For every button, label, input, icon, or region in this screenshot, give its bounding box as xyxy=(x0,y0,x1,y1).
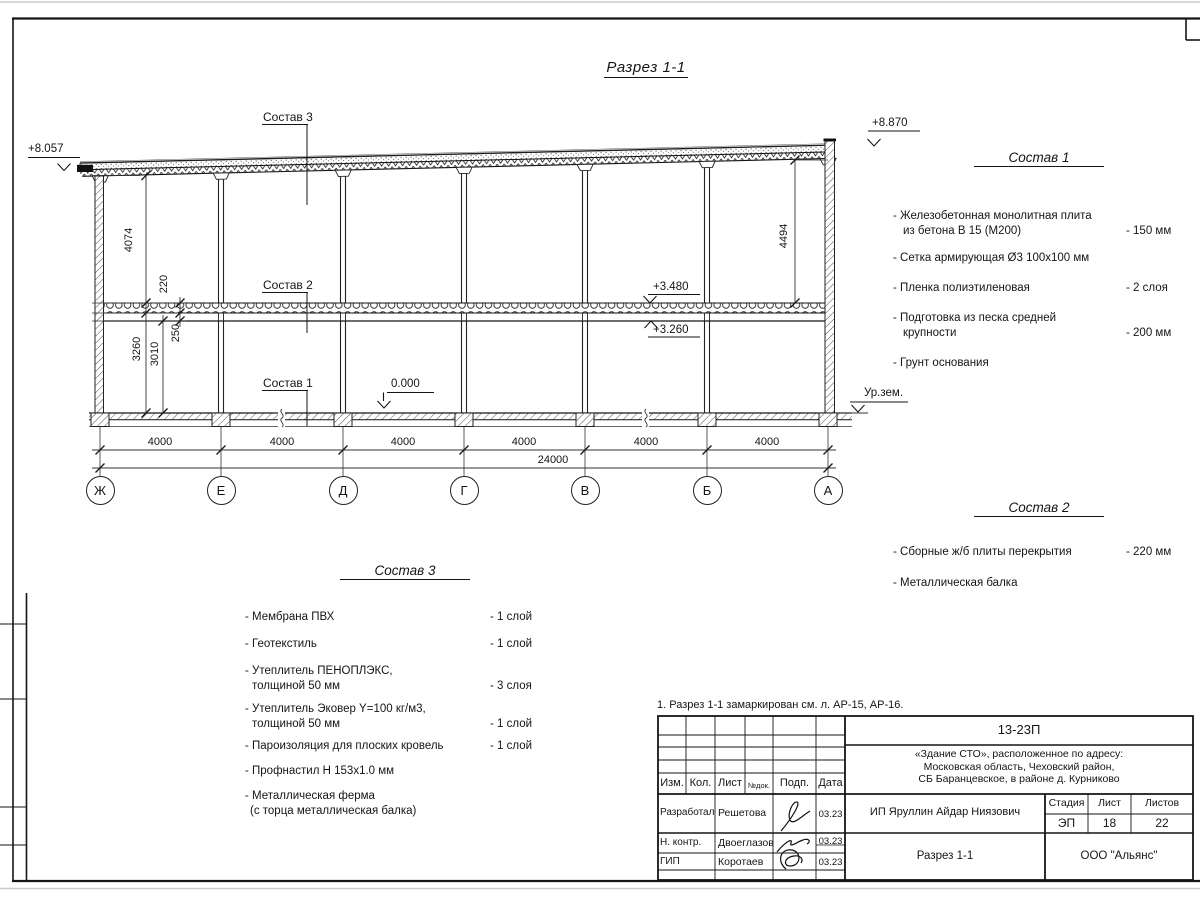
stage-value: ЭП xyxy=(1057,816,1076,830)
titleblock-company: ООО "Альянс" xyxy=(1080,850,1158,862)
col-header-data: Дата xyxy=(818,777,843,789)
dim-4494: 4494 xyxy=(778,223,790,249)
elevation-slab-top: +3.480 xyxy=(653,281,689,293)
axis-bubble-d: Д xyxy=(329,476,358,505)
dim-bay-2: 4000 xyxy=(269,436,295,448)
sostav1-item-value: - 200 мм xyxy=(1126,327,1172,339)
row-role: ГИП xyxy=(660,856,680,867)
sostav1-item: - Грунт основания xyxy=(893,357,989,369)
sostav1-item: крупности xyxy=(903,327,957,339)
sostav1-item: из бетона В 15 (М200) xyxy=(903,225,1022,237)
dim-total: 24000 xyxy=(537,454,569,466)
sostav3-title: Состав 3 xyxy=(340,563,470,580)
sostav3-item: - Металлическая ферма xyxy=(245,790,375,802)
titleblock-code: 13-23П xyxy=(997,722,1041,737)
sostav3-item: - Пароизоляция для плоских кровель xyxy=(245,740,444,752)
stage-label: Стадия xyxy=(1048,797,1085,809)
titleblock-client: ИП Яруллин Айдар Ниязович xyxy=(869,806,1021,818)
left-dims xyxy=(92,171,186,418)
sostav1-title: Состав 1 xyxy=(974,150,1104,167)
dim-bay-3: 4000 xyxy=(390,436,416,448)
dim-bay-4: 4000 xyxy=(511,436,537,448)
right-wall xyxy=(824,139,837,414)
titleblock-sheet-title: Разрез 1-1 xyxy=(916,850,974,862)
callout-sostav2: Состав 2 xyxy=(263,278,313,292)
sostav3-item: толщиной 50 мм xyxy=(252,718,341,730)
sostav3-item-value: - 1 слой xyxy=(490,638,533,650)
sostav2-title: Состав 2 xyxy=(974,500,1104,517)
left-wall xyxy=(95,176,104,413)
sostav1-item: - Подготовка из песка средней xyxy=(893,312,1057,324)
dim-3260: 3260 xyxy=(131,336,143,362)
axis-bubble-e: Е xyxy=(207,476,236,505)
axis-bubble-b: Б xyxy=(693,476,722,505)
dim-bay-6: 4000 xyxy=(754,436,780,448)
roof-left-cap xyxy=(77,165,93,172)
axis-bubble-g: Г xyxy=(450,476,479,505)
titleblock-project-line: «Здание СТО», расположенное по адресу: xyxy=(914,748,1124,760)
callout-sostav1: Состав 1 xyxy=(263,376,313,390)
col-header-list: Лист xyxy=(718,777,742,789)
sostav2-item-value: - 220 мм xyxy=(1126,546,1172,558)
bottom-dims xyxy=(92,427,836,476)
sostav3-item: - Профнастил Н 153x1.0 мм xyxy=(245,765,395,777)
columns-lower xyxy=(98,321,831,413)
floor-slab xyxy=(103,303,825,321)
sostav1-item: - Железобетонная монолитная плита xyxy=(893,210,1092,222)
sostav3-item: - Геотекстиль xyxy=(245,638,317,650)
sostav3-item-value: - 1 слой xyxy=(490,740,533,752)
titleblock-project-line: СБ Баранцевское, в районе д. Курниково xyxy=(918,773,1120,785)
dim-250: 250 xyxy=(170,323,182,343)
ground-floor xyxy=(89,409,868,428)
signatures xyxy=(777,802,810,869)
sostav3-item: - Мембрана ПВХ xyxy=(245,611,335,623)
elevation-floor: 0.000 xyxy=(391,378,420,390)
sheet-label: Лист xyxy=(1098,797,1121,809)
dim-3010: 3010 xyxy=(149,341,161,367)
sostav1-item: - Сетка армирующая Ø3 100x100 мм xyxy=(893,252,1090,264)
dim-4074: 4074 xyxy=(123,227,135,253)
dim-220: 220 xyxy=(158,274,170,294)
columns-upper xyxy=(98,165,831,303)
row-name: Решетова xyxy=(718,807,767,819)
col-header-kol: Кол. xyxy=(689,777,712,789)
elevation-roof-left: +8.057 xyxy=(28,143,64,155)
elevation-slab-bottom: +3.260 xyxy=(653,324,689,336)
elevation-roof-right: +8.870 xyxy=(872,117,908,129)
sheets-total: 22 xyxy=(1155,816,1169,830)
ground-level-label: Ур.зем. xyxy=(864,387,904,399)
sheet-number: 18 xyxy=(1102,816,1117,830)
row-name: Коротаев xyxy=(718,856,764,868)
roof-assembly xyxy=(80,144,836,183)
axis-bubble-a: А xyxy=(814,476,843,505)
callout-sostav3: Состав 3 xyxy=(263,110,313,124)
titleblock-project-line: Московская область, Чеховский район, xyxy=(923,760,1115,773)
sostav1-item-value: - 150 мм xyxy=(1126,225,1172,237)
sostav3-item: (с торца металлическая балка) xyxy=(250,805,417,817)
sostav3-item-value: - 1 слой xyxy=(490,718,533,730)
sostav3-item: - Утеплитель ПЕНОПЛЭКС, xyxy=(245,665,393,677)
sostav3-item: толщиной 50 мм xyxy=(252,680,341,692)
page-title: Разрез 1-1 xyxy=(604,59,688,78)
row-date: 03.23 xyxy=(818,809,843,820)
sostav3-item: - Утеплитель Эковер Y=100 кг/м3, xyxy=(245,703,426,715)
sheet-note: 1. Разрез 1-1 замаркирован см. л. АР-15, АР-16. xyxy=(657,699,904,711)
sostav2-item: - Сборные ж/б плиты перекрытия xyxy=(893,546,1072,558)
row-date: 03.23 xyxy=(818,857,843,868)
axis-bubble-zh: Ж xyxy=(86,476,115,505)
row-name: Двоеглазов xyxy=(718,837,774,849)
col-header-izm: Изм. xyxy=(660,777,684,789)
col-header-podp: Подп. xyxy=(779,777,810,789)
sostav1-item: - Пленка полиэтиленовая xyxy=(893,282,1030,294)
sostav3-item-value: - 1 слой xyxy=(490,611,533,623)
row-role: Н. контр. xyxy=(660,837,702,848)
right-dim xyxy=(791,156,829,308)
row-role: Разработал xyxy=(660,807,715,818)
sheets-label: Листов xyxy=(1144,797,1180,809)
sostav1-item-value: - 2 слоя xyxy=(1126,282,1168,294)
sostav3-item-value: - 3 слоя xyxy=(490,680,532,692)
dim-bay-1: 4000 xyxy=(147,436,173,448)
axis-bubble-v: В xyxy=(571,476,600,505)
col-header-ndok: №док. xyxy=(748,781,770,790)
row-date: 03.23 xyxy=(818,836,843,847)
sostav2-item: - Металлическая балка xyxy=(893,577,1018,589)
dim-bay-5: 4000 xyxy=(633,436,659,448)
